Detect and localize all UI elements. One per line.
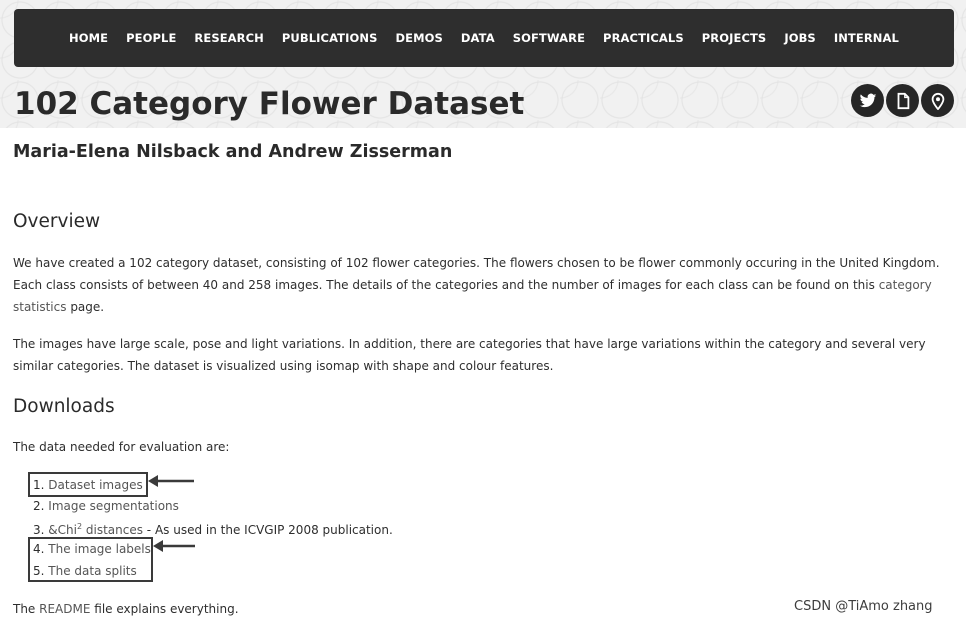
- nav-jobs[interactable]: JOBS: [784, 31, 816, 45]
- chi-distances-note: - As used in the ICVGIP 2008 publication.: [142, 523, 393, 537]
- data-splits-link[interactable]: The data splits: [48, 564, 137, 578]
- overview-paragraph-1-tail: page.: [66, 300, 105, 314]
- download-item-number: 2.: [33, 499, 45, 513]
- nav-projects[interactable]: PROJECTS: [701, 31, 767, 45]
- overview-paragraph-1-text: We have created a 102 category dataset, consisting of 102 flower categories. The flowers chosen to be flower commonly occuring in the United Kingdom. Each class consists of between 40 and 258 images. The details of the categories and the number of images for each class can be found on this: [13, 256, 940, 292]
- chi-distances-link[interactable]: [48, 523, 143, 537]
- download-item-3: [33, 518, 393, 539]
- watermark: CSDN @TiAmo zhang: [794, 599, 933, 614]
- dataset-images-link[interactable]: Dataset images: [48, 478, 143, 492]
- social-icons: [851, 84, 954, 117]
- highlight-box-labels-and-splits: [28, 537, 153, 582]
- nav-home[interactable]: HOME: [69, 31, 109, 45]
- category-statistics-link[interactable]: category statistics: [13, 278, 932, 314]
- image-labels-link[interactable]: The image labels: [48, 542, 151, 556]
- nav-data[interactable]: DATA: [460, 31, 495, 45]
- download-item-number: 4.: [33, 542, 45, 556]
- nav-demos[interactable]: DEMOS: [395, 31, 443, 45]
- annotation-arrow-2: [153, 539, 198, 553]
- overview-paragraph-1: [13, 252, 948, 318]
- location-pin-icon[interactable]: [921, 84, 954, 117]
- authors: Maria-Elena Nilsback and Andrew Zisserman: [13, 142, 453, 162]
- top-navbar: [14, 9, 954, 67]
- chi-superscript: 2: [76, 522, 83, 531]
- overview-heading: Overview: [13, 211, 101, 232]
- download-item-number: 3.: [33, 523, 45, 537]
- downloads-intro: The data needed for evaluation are:: [13, 440, 230, 454]
- chi-label: &Chi: [48, 523, 77, 537]
- document-icon[interactable]: [886, 84, 919, 117]
- nav-software[interactable]: SOFTWARE: [512, 31, 586, 45]
- twitter-icon[interactable]: [851, 84, 884, 117]
- page-title: 102 Category Flower Dataset: [14, 86, 525, 122]
- annotation-arrow-1: [148, 474, 198, 488]
- nav-people[interactable]: PEOPLE: [126, 31, 177, 45]
- downloads-heading: Downloads: [13, 396, 115, 417]
- readme-link[interactable]: README: [39, 602, 91, 616]
- overview-paragraph-2: The images have large scale, pose and light variations. In addition, there are categories that have large variations within the category and several very similar categories. The dataset is visualized using isomap with shape and colour features.: [13, 337, 926, 373]
- readme-pre: The: [13, 602, 40, 616]
- readme-post: file explains everything.: [90, 602, 239, 616]
- nav-practicals[interactable]: PRACTICALS: [603, 31, 684, 45]
- download-item-number: 5.: [33, 564, 45, 578]
- nav-publications[interactable]: PUBLICATIONS: [281, 31, 378, 45]
- distances-label: distances: [82, 523, 143, 537]
- nav-research[interactable]: RESEARCH: [194, 31, 264, 45]
- highlight-box-dataset-images: [28, 472, 148, 497]
- download-item-2: [33, 497, 179, 515]
- download-item-number: 1.: [33, 478, 45, 492]
- nav-internal[interactable]: INTERNAL: [833, 31, 899, 45]
- image-segmentations-link[interactable]: Image segmentations: [48, 499, 179, 513]
